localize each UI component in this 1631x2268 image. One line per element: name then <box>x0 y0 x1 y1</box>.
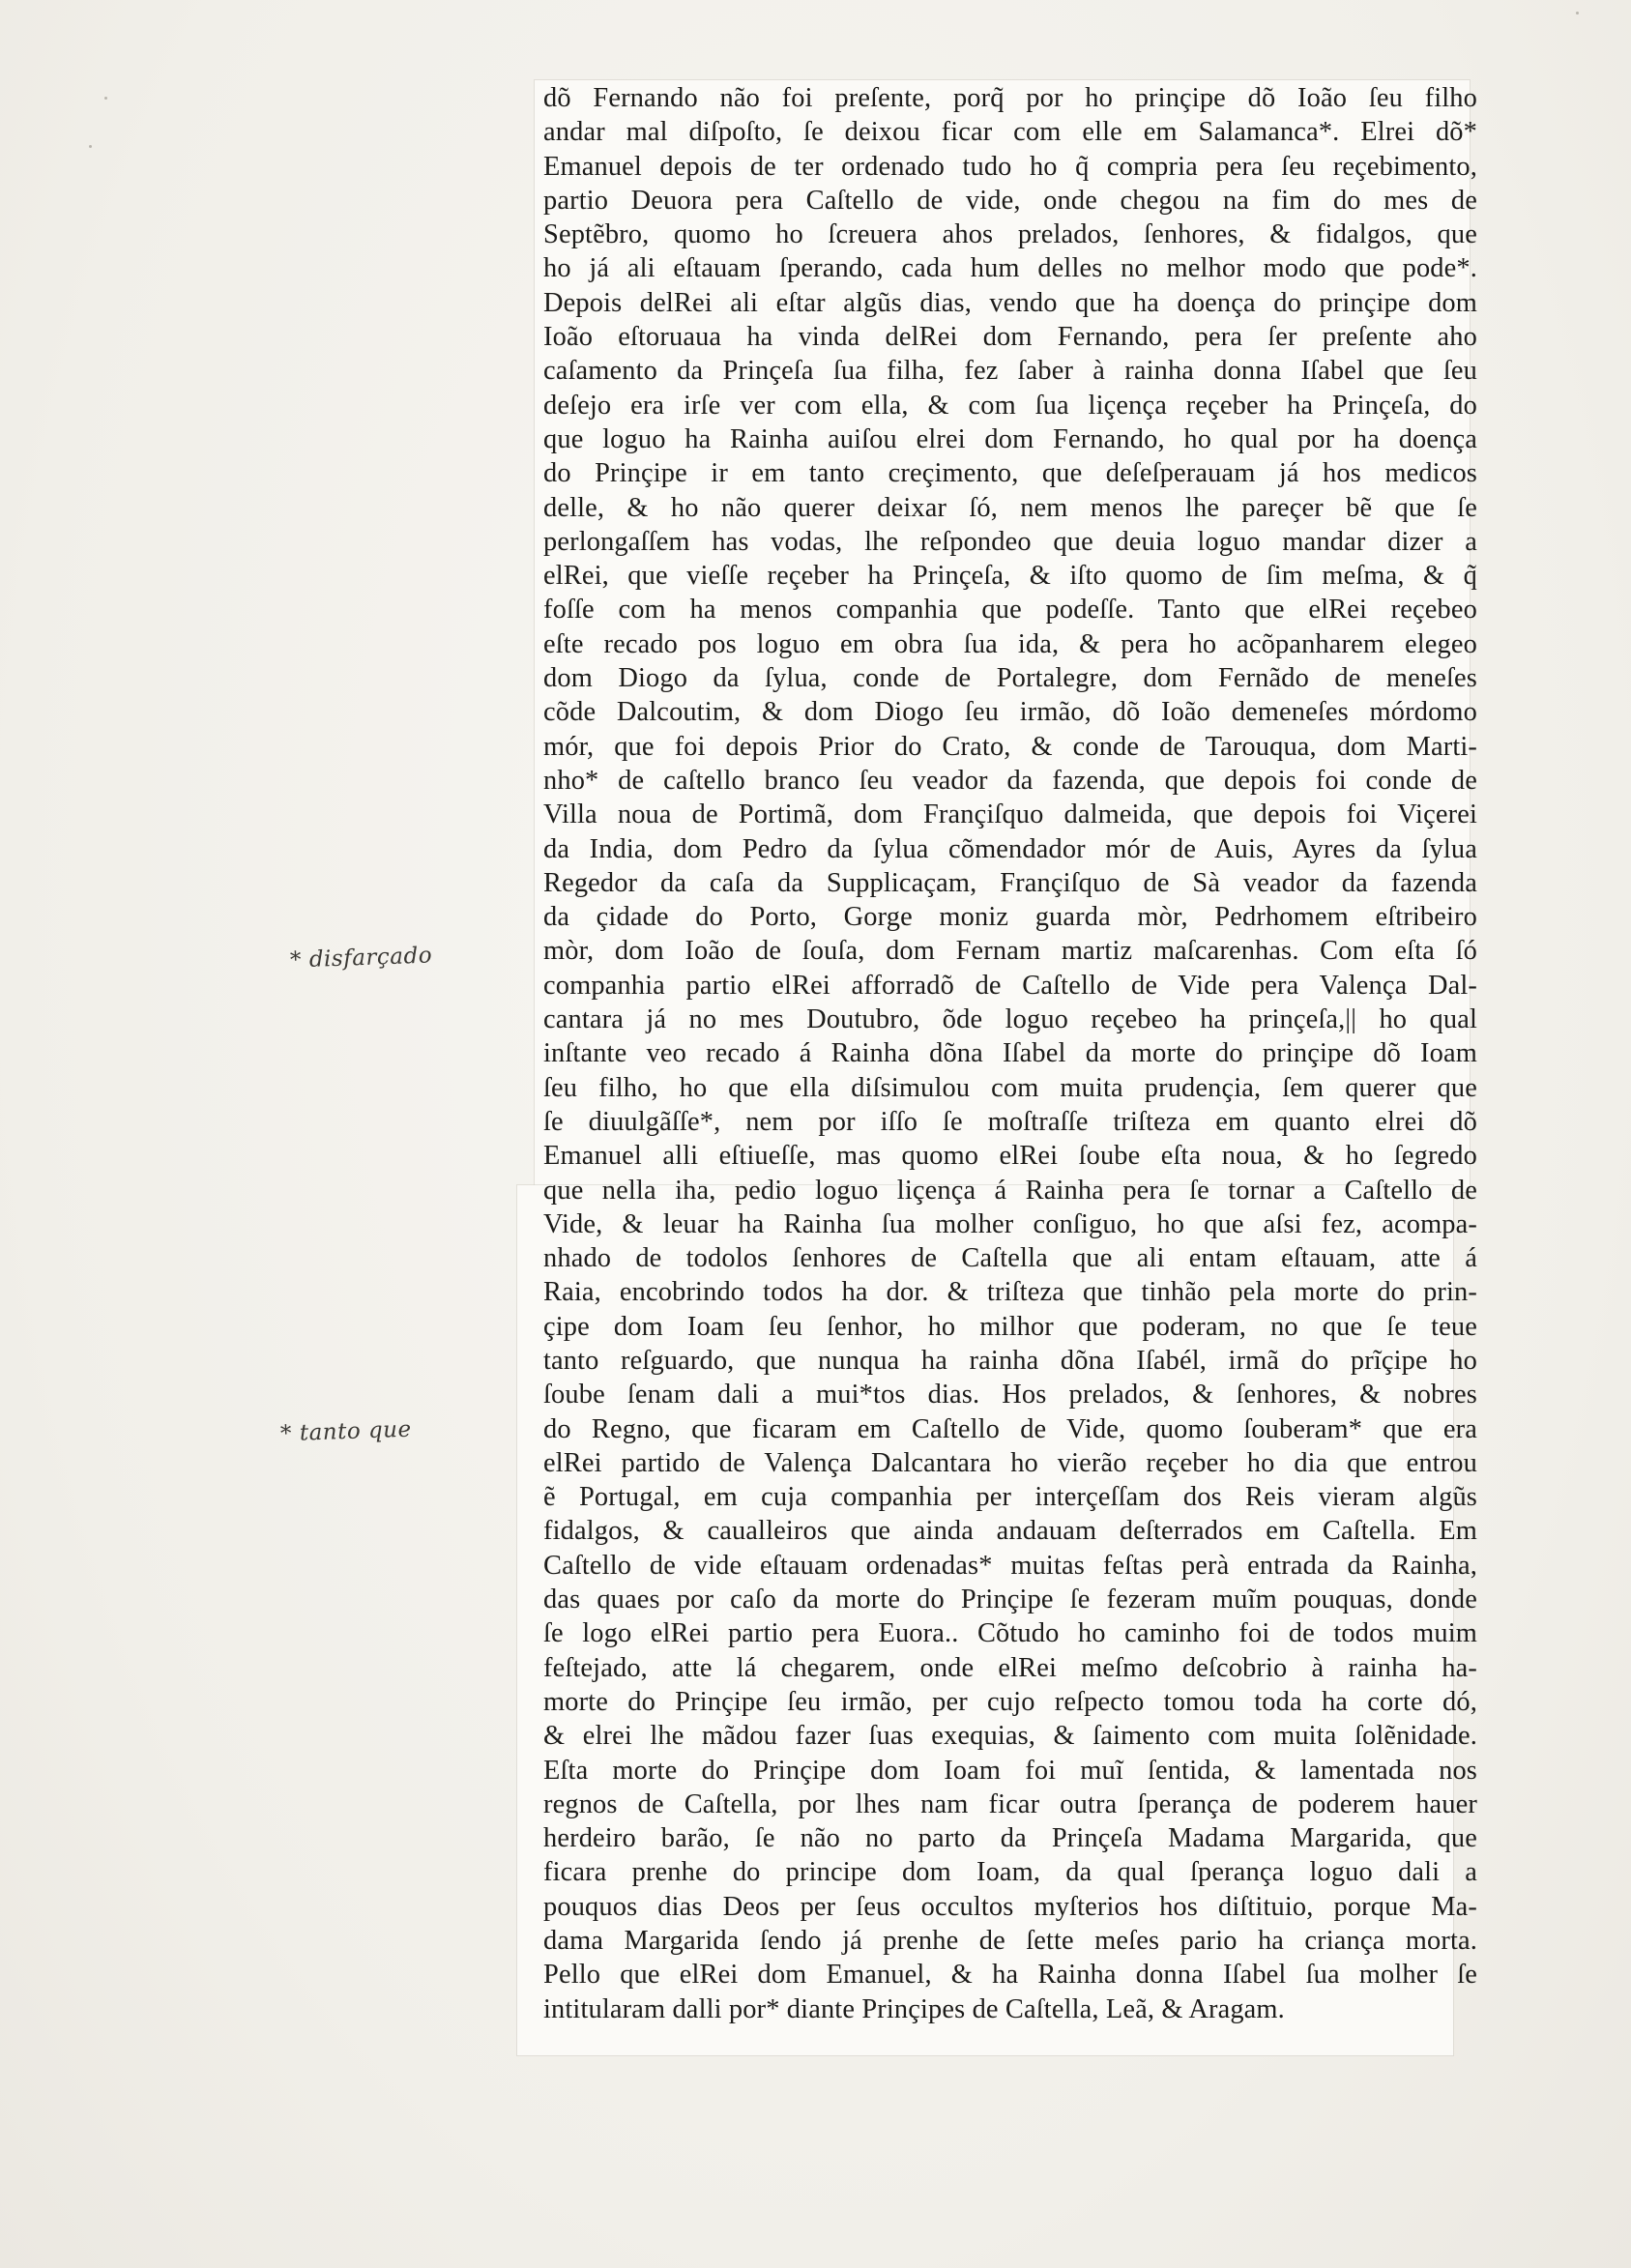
text-line: nhado de todolos ſenhores de Caſtella que ali entam eſtauam, atte á <box>543 1243 1477 1274</box>
text-line: elRei, que vieſſe reçeber ha Prinçeſa, & iſto quomo de ſim meſma, & q̃ <box>543 561 1477 592</box>
text-line: da India, dom Pedro da ſylua cõmendador mór de Auis, Ayres da ſylua <box>543 833 1477 864</box>
text-line: Villa noua de Portimã, dom Françiſquo dalmeida, que depois foi Viçerei <box>543 800 1477 830</box>
text-line: çipe dom Ioam ſeu ſenhor, ho milhor que poderam, no que ſe teue <box>543 1311 1477 1342</box>
margin-note-tanto-que: * tanto que <box>279 1416 413 1447</box>
text-line: companhia partio elRei afforradõ de Caſtello de Vide pera Valença Dal- <box>543 970 1477 1001</box>
text-line: do Prinçipe ir em tanto creçimento, que deſeſperauam já hos medicos <box>543 458 1477 489</box>
margin-note-disfarcado: * disfarçado <box>289 943 433 974</box>
text-line: Caſtello de vide eſtauam ordenadas* muitas feſtas perà entrada da Rainha, <box>543 1550 1477 1581</box>
text-line: ho já ali eſtauam ſperando, cada hum delles no melhor modo que pode*. <box>543 253 1477 284</box>
chronicle-text-block <box>543 81 1477 2026</box>
text-line: morte do Prinçipe ſeu irmão, per cujo reſpecto tomou toda ha corte dó, <box>543 1686 1477 1717</box>
text-line: das quaes por caſo da morte do Prinçipe ſe fezeram muĩm pouquas, donde <box>543 1585 1477 1615</box>
text-line: fidalgos, & caualleiros que ainda andauam deſterrados em Caſtella. Em <box>543 1516 1477 1547</box>
text-line: ẽ Portugal, em cuja companhia per interçeſſam dos Reis vieram algũs <box>543 1482 1477 1513</box>
text-line: dama Margarida ſendo já prenhe de ſette meſes pario ha criança morta. <box>543 1926 1477 1957</box>
text-line: herdeiro barão, ſe não no parto da Prinçeſa Madama Margarida, que <box>543 1823 1477 1854</box>
text-line: que loguo ha Rainha auiſou elrei dom Fernando, ho qual por ha doença <box>543 423 1477 454</box>
text-line: & elrei lhe mãdou fazer ſuas exequias, & ſaimento com muita ſolẽnidade. <box>543 1721 1477 1752</box>
text-line: Depois delRei ali eſtar algũs dias, vendo que ha doença do prinçipe dom <box>543 287 1477 318</box>
text-line: da çidade do Porto, Gorge moniz guarda mòr, Pedrhomem eſtribeiro <box>543 902 1477 933</box>
text-line: perlongaſſem has vodas, lhe reſpondeo que deuia loguo mandar dizer a <box>543 526 1477 557</box>
text-line: dom Diogo da ſylua, conde de Portalegre, dom Fernãdo de meneſes <box>543 663 1477 694</box>
text-line: Eſta morte do Prinçipe dom Ioam foi muĩ ſentida, & lamentada nos <box>543 1755 1477 1786</box>
text-line: pouquos dias Deos per ſeus occultos myſterios hos diſtituio, porque Ma- <box>543 1891 1477 1922</box>
text-line: ſeu filho, ho que ella diſsimulou com muita prudençia, ſem querer que <box>543 1072 1477 1103</box>
text-line: deſejo era irſe ver com ella, & com ſua liçença reçeber ha Prinçeſa, do <box>543 390 1477 421</box>
text-line: mòr, dom Ioão de ſouſa, dom Fernam martiz maſcarenhas. Com eſta ſó <box>543 936 1477 967</box>
text-line: elRei partido de Valença Dalcantara ho vierão reçeber ho dia que entrou <box>543 1447 1477 1478</box>
paper-speck <box>89 145 92 148</box>
text-line: delle, & ho não querer deixar ſó, nem menos lhe pareçer bẽ que ſe <box>543 492 1477 523</box>
text-line: Emanuel depois de ter ordenado tudo ho q̃ compria pera ſeu reçebimento, <box>543 151 1477 182</box>
text-line: Ioão eſtoruaua ha vinda delRei dom Fernando, pera ſer preſente aho <box>543 322 1477 353</box>
paper-speck <box>104 97 107 100</box>
text-line: Raia, encobrindo todos ha dor. & triſteza que tinhão pela morte do prin- <box>543 1277 1477 1308</box>
text-line: ficara prenhe do principe dom Ioam, da qual ſperança loguo dali a <box>543 1857 1477 1888</box>
text-line: ſe diuulgãſſe*, nem por iſſo ſe moſtraſſe triſteza em quanto elrei dõ <box>543 1106 1477 1137</box>
text-line: cõde Dalcoutim, & dom Diogo ſeu irmão, dõ Ioão demeneſes mórdomo <box>543 697 1477 728</box>
text-line: intitularam dalli por* diante Prinçipes de Caſtella, Leã, & Aragam. <box>543 1993 1285 2024</box>
text-line: partio Deuora pera Caſtello de vide, onde chegou na fim do mes de <box>543 185 1477 216</box>
text-line: Pello que elRei dom Emanuel, & ha Rainha donna Iſabel ſua molher ſe <box>543 1960 1477 1991</box>
text-line: Emanuel alli eſtiueſſe, mas quomo elRei ſoube eſta noua, & ho ſegredo <box>543 1141 1477 1172</box>
text-line: mór, que foi depois Prior do Crato, & conde de Tarouqua, dom Marti- <box>543 731 1477 762</box>
paper-speck <box>1576 12 1579 15</box>
text-line: ſe logo elRei partio pera Euora.. Cõtudo ho caminho foi de todos muim <box>543 1618 1477 1649</box>
text-line: tanto reſguardo, que nunqua ha rainha dõna Iſabél, irmã do prĩçipe ho <box>543 1345 1477 1376</box>
text-line: foſſe com ha menos companhia que podeſſe. Tanto que elRei reçebeo <box>543 595 1477 625</box>
text-line: inſtante veo recado á Rainha dõna Iſabel da morte do prinçipe dõ Ioam <box>543 1038 1477 1069</box>
text-line: que nella iha, pedio loguo liçença á Rainha pera ſe tornar a Caſtello de <box>543 1175 1477 1206</box>
text-line: andar mal diſpoſto, ſe deixou ficar com elle em Salamanca*. Elrei dõ* <box>543 117 1477 148</box>
text-line: Septẽbro, quomo ho ſcreuera ahos prelados, ſenhores, & fidalgos, que <box>543 219 1477 250</box>
text-line: regnos de Caſtella, por lhes nam ficar outra ſperança de poderem hauer <box>543 1788 1477 1819</box>
text-line: Regedor da caſa da Supplicaçam, Françiſquo de Sà veador da fazenda <box>543 867 1477 898</box>
text-line: Vide, & leuar ha Rainha ſua molher conſiguo, ho que aſsi fez, acompa- <box>543 1208 1477 1239</box>
text-line: cantara já no mes Doutubro, õde loguo reçebeo ha prinçeſa,|| ho qual <box>543 1004 1477 1035</box>
text-line: do Regno, que ficaram em Caſtello de Vide, quomo ſouberam* que era <box>543 1413 1477 1444</box>
text-line: dõ Fernando não foi preſente, porq̃ por ho prinçipe dõ Ioão ſeu filho <box>543 83 1477 113</box>
text-line: nho* de caſtello branco ſeu veador da fazenda, que depois foi conde de <box>543 765 1477 796</box>
text-line: ſoube ſenam dali a mui*tos dias. Hos prelados, & ſenhores, & nobres <box>543 1380 1477 1410</box>
text-line: caſamento da Prinçeſa ſua filha, fez ſaber à rainha donna Iſabel que ſeu <box>543 356 1477 387</box>
text-line: eſte recado pos loguo em obra ſua ida, & pera ho acõpanharem elegeo <box>543 628 1477 659</box>
text-line: feſtejado, atte lá chegarem, onde elRei meſmo deſcobrio à rainha ha- <box>543 1652 1477 1683</box>
